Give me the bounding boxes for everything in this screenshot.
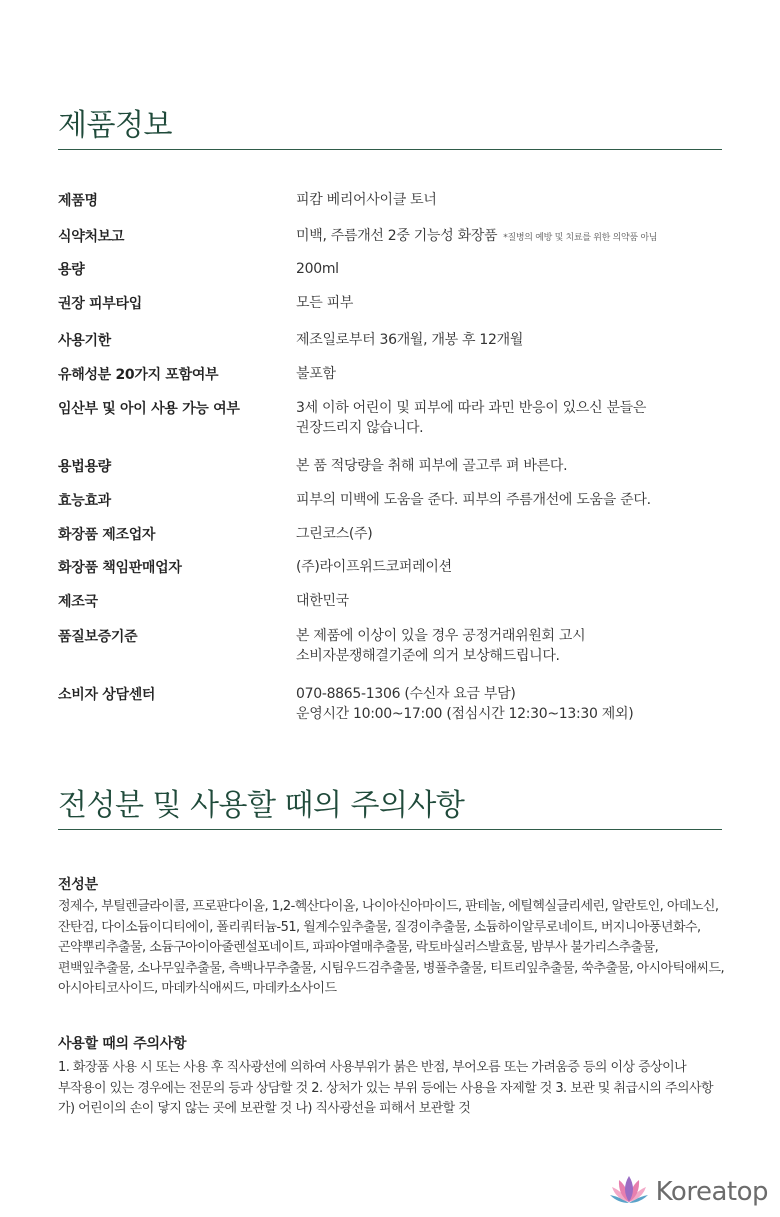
lotus-icon <box>608 1175 650 1209</box>
info-label: 용량 <box>58 262 85 278</box>
info-value-text: 그린코스(주) <box>296 526 373 542</box>
product-info-divider <box>58 149 722 150</box>
info-label: 유해성분 20가지 포함여부 <box>58 367 219 383</box>
info-value <box>296 364 726 384</box>
info-value <box>296 456 726 476</box>
info-label: 품질보증기준 <box>58 629 138 645</box>
info-label: 권장 피부타입 <box>58 296 142 312</box>
info-value-text: 피캄 베리어사이클 토너 <box>296 192 437 208</box>
info-label: 효능효과 <box>58 493 111 509</box>
info-value <box>296 557 726 577</box>
info-value-text: 대한민국 <box>296 593 349 609</box>
info-value <box>296 293 726 313</box>
info-value-text-line2: 운영시간 10:00~17:00 (점심시간 12:30~13:30 제외) <box>296 706 634 722</box>
info-label: 제조국 <box>58 594 98 610</box>
info-value-text: 불포함 <box>296 366 336 382</box>
info-value <box>296 490 726 510</box>
ingredients-text: 정제수, 부틸렌글라이콜, 프로판다이올, 1,2-헥산다이올, 나이아신아마이드, 판테놀, 에틸헥실글리세린, 알란토인, 아데노신, 잔탄검, 다이소듐이디티에이, 폴리쿼터늄-51, 월계수잎추출물, 질경이추출물, 소듐하이알루로네이트, 버지니아풍년화수, 곤약뿌리추출물, 소듐구아이아줄렌설포네이트, 파파야열매추출물, 락토바실러스발효물, 밤부사 불가리스추출물, 편백잎추출물, 소나무잎추출물, 측백나무추출물, 시팀우드검추출물, 병풀추출물, 티트리잎추출물, 쑥추출물, 아시아틱애씨드, 아시아티코사이드, 마데카식애씨드, 마데카소사이드 <box>58 899 725 996</box>
info-value-text: 3세 이하 어린이 및 피부에 따라 과민 반응이 있으신 분들은 <box>296 400 647 416</box>
info-value-text-line2: 소비자분쟁해결기준에 의거 보상해드립니다. <box>296 648 560 664</box>
info-label: 제품명 <box>58 193 98 209</box>
info-label: 화장품 제조업자 <box>58 527 156 543</box>
info-value <box>296 226 726 248</box>
ingredients-heading: 전성분 <box>58 877 98 893</box>
info-label: 화장품 책임판매업자 <box>58 560 182 576</box>
ingredients-section-divider <box>58 829 722 830</box>
info-value <box>296 684 726 724</box>
info-value-text: (주)라이프위드코퍼레이션 <box>296 559 452 575</box>
caution-heading: 사용할 때의 주의사항 <box>58 1036 187 1052</box>
info-value-text: 제조일로부터 36개월, 개봉 후 12개월 <box>296 332 524 348</box>
ingredients-section-title: 전성분 및 사용할 때의 주의사항 <box>58 788 465 823</box>
info-label: 사용기한 <box>58 333 111 349</box>
info-value-text: 미백, 주름개선 2중 기능성 화장품 <box>296 228 498 244</box>
caution-text: 1. 화장품 사용 시 또는 사용 후 직사광선에 의하여 사용부위가 붉은 반점, 부어오름 또는 가려움증 등의 이상 증상이나 부작용이 있는 경우에는 전문의 등과 상담할 것 2. 상처가 있는 부위 등에는 사용을 자제할 것 3. 보관 및 취급시의 주의사항 가) 어린이의 손이 닿지 않는 곳에 보관할 것 나) 직사광선을 피해서 보관할 것 <box>58 1060 714 1116</box>
info-value-note: *질병의 예방 및 치료를 위한 의약품 아님 <box>503 233 658 243</box>
info-label: 임산부 및 아이 사용 가능 여부 <box>58 401 240 417</box>
info-value <box>296 524 726 544</box>
product-info-title: 제품정보 <box>58 108 172 143</box>
info-value <box>296 330 726 350</box>
info-value <box>296 591 726 611</box>
info-value-text: 모든 피부 <box>296 295 354 311</box>
brand-logo <box>608 1174 768 1210</box>
info-value-text: 본 제품에 이상이 있을 경우 공정거래위원회 고시 <box>296 628 586 644</box>
info-label: 식약처보고 <box>58 229 125 245</box>
info-value-text: 피부의 미백에 도움을 준다. 피부의 주름개선에 도움을 준다. <box>296 492 651 508</box>
info-value <box>296 626 726 666</box>
info-value <box>296 190 726 210</box>
info-label: 용법용량 <box>58 459 111 475</box>
info-value-text: 본 품 적당량을 취해 피부에 골고루 펴 바른다. <box>296 458 568 474</box>
info-label: 소비자 상담센터 <box>58 687 156 703</box>
info-value-text: 200ml <box>296 261 339 277</box>
brand-name: Koreatop <box>655 1177 768 1207</box>
info-value <box>296 398 726 438</box>
info-value-text-line2: 권장드리지 않습니다. <box>296 420 424 436</box>
info-value <box>296 259 726 279</box>
info-value-text: 070-8865-1306 (수신자 요금 부담) <box>296 686 516 702</box>
